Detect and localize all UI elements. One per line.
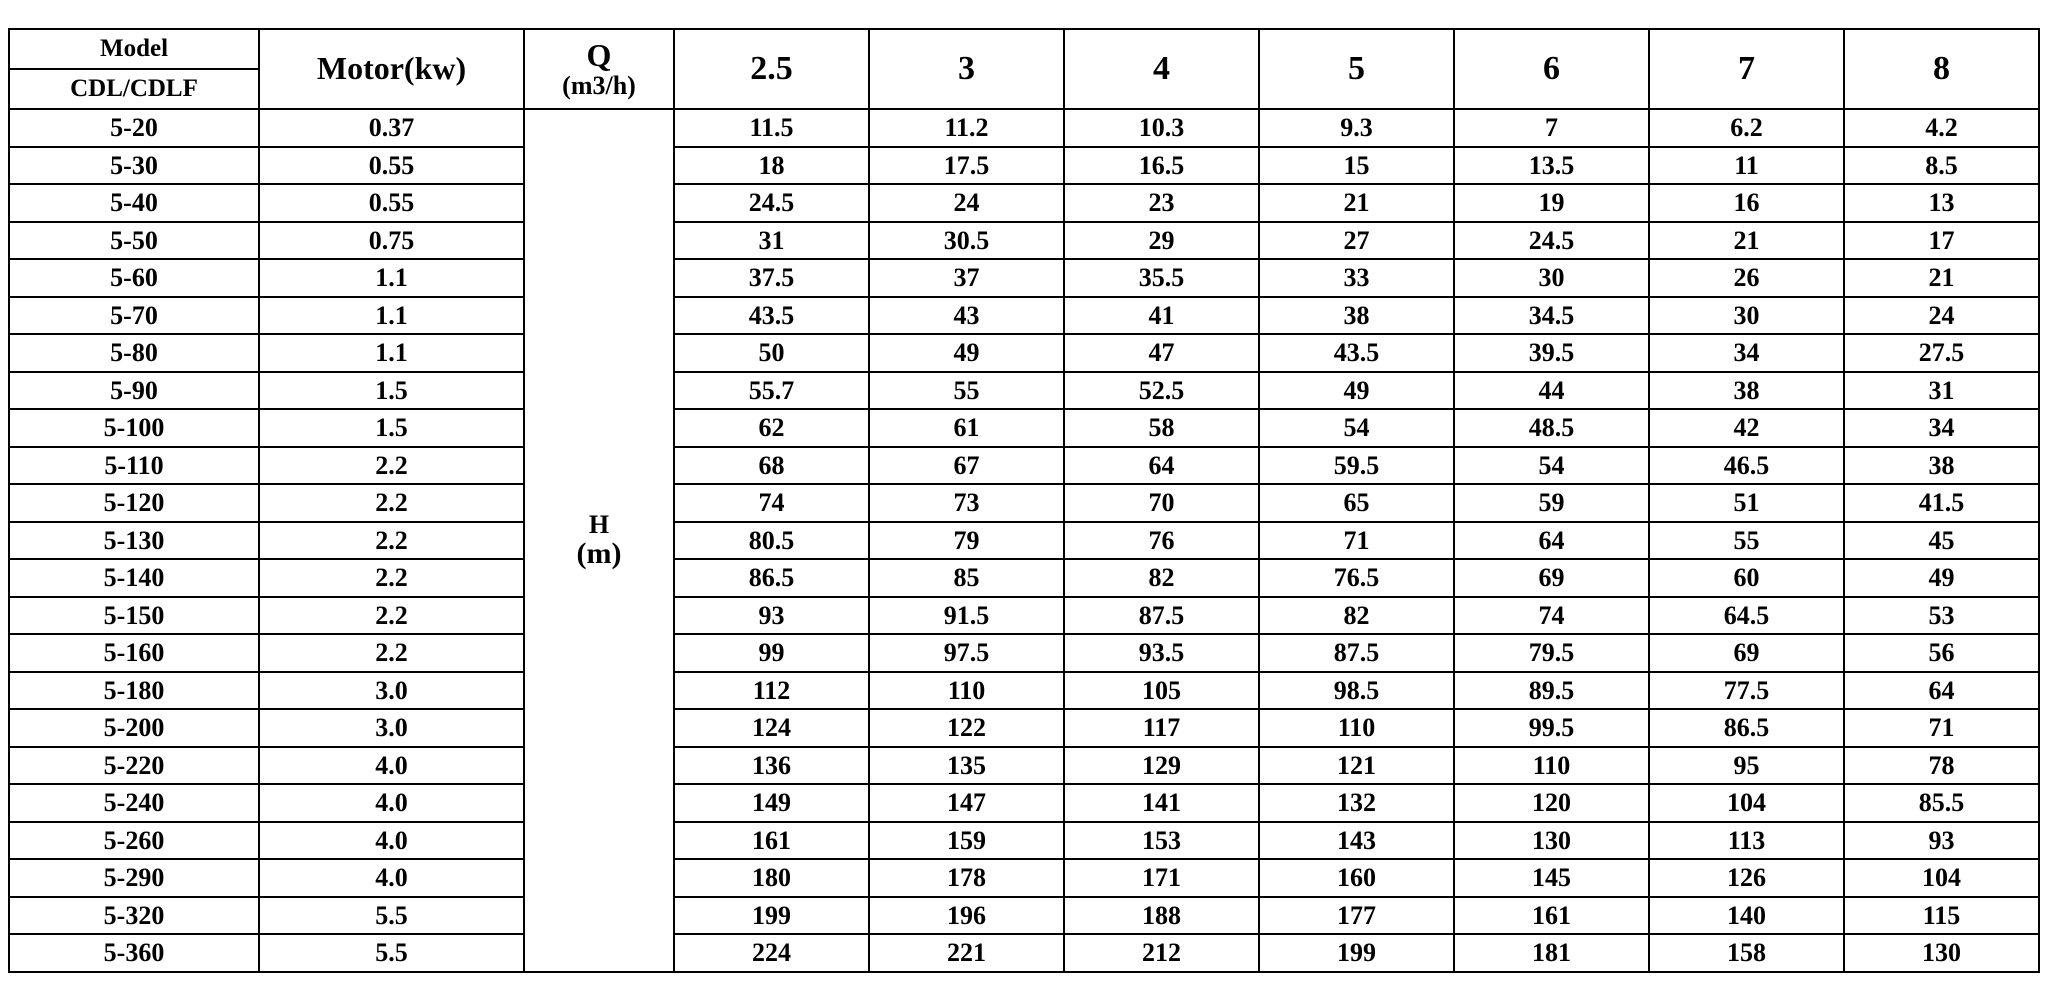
cell-value: 50 <box>674 334 869 372</box>
cell-value: 85 <box>869 559 1064 597</box>
cell-value: 34.5 <box>1454 297 1649 335</box>
cell-value: 51 <box>1649 484 1844 522</box>
table-row <box>9 522 2039 560</box>
cell-value: 171 <box>1064 859 1259 897</box>
cell-model: 5-70 <box>9 297 259 335</box>
cell-motor: 1.5 <box>259 409 524 447</box>
cell-value: 110 <box>1454 747 1649 785</box>
cell-motor: 4.0 <box>259 822 524 860</box>
cell-value: 122 <box>869 709 1064 747</box>
cell-value: 38 <box>1844 447 2039 485</box>
cell-value: 132 <box>1259 784 1454 822</box>
cell-value: 21 <box>1844 259 2039 297</box>
cell-model: 5-360 <box>9 934 259 972</box>
cell-motor: 0.75 <box>259 222 524 260</box>
cell-value: 93 <box>1844 822 2039 860</box>
cell-value: 153 <box>1064 822 1259 860</box>
cell-model: 5-180 <box>9 672 259 710</box>
cell-motor: 4.0 <box>259 747 524 785</box>
cell-value: 74 <box>674 484 869 522</box>
cell-value: 196 <box>869 897 1064 935</box>
cell-value: 221 <box>869 934 1064 972</box>
cell-value: 18 <box>674 147 869 185</box>
cell-value: 112 <box>674 672 869 710</box>
table-row <box>9 259 2039 297</box>
cell-value: 64.5 <box>1649 597 1844 635</box>
cell-motor: 5.5 <box>259 934 524 972</box>
cell-value: 161 <box>1454 897 1649 935</box>
cell-motor: 4.0 <box>259 784 524 822</box>
cell-value: 67 <box>869 447 1064 485</box>
table-row <box>9 447 2039 485</box>
cell-value: 87.5 <box>1259 634 1454 672</box>
cell-model: 5-120 <box>9 484 259 522</box>
cell-value: 37.5 <box>674 259 869 297</box>
cell-value: 115 <box>1844 897 2039 935</box>
cell-value: 79.5 <box>1454 634 1649 672</box>
table-body <box>9 109 2039 972</box>
cell-value: 199 <box>1259 934 1454 972</box>
cell-value: 58 <box>1064 409 1259 447</box>
header-flow-1: 3 <box>869 29 1064 109</box>
cell-value: 52.5 <box>1064 372 1259 410</box>
cell-value: 178 <box>869 859 1064 897</box>
cell-value: 158 <box>1649 934 1844 972</box>
cell-value: 69 <box>1454 559 1649 597</box>
cell-value: 68 <box>674 447 869 485</box>
cell-value: 130 <box>1844 934 2039 972</box>
cell-value: 180 <box>674 859 869 897</box>
cell-value: 97.5 <box>869 634 1064 672</box>
table-row <box>9 709 2039 747</box>
table-row <box>9 109 2039 147</box>
header-row-top <box>9 29 2039 69</box>
cell-value: 126 <box>1649 859 1844 897</box>
cell-value: 69 <box>1649 634 1844 672</box>
cell-model: 5-320 <box>9 897 259 935</box>
table-row <box>9 672 2039 710</box>
cell-value: 31 <box>674 222 869 260</box>
cell-value: 143 <box>1259 822 1454 860</box>
cell-motor: 3.0 <box>259 672 524 710</box>
cell-value: 64 <box>1064 447 1259 485</box>
cell-motor: 2.2 <box>259 447 524 485</box>
cell-value: 136 <box>674 747 869 785</box>
cell-value: 80.5 <box>674 522 869 560</box>
cell-value: 56 <box>1844 634 2039 672</box>
header-flow-3: 5 <box>1259 29 1454 109</box>
header-flow-2: 4 <box>1064 29 1259 109</box>
cell-motor: 2.2 <box>259 559 524 597</box>
table-row <box>9 334 2039 372</box>
cell-value: 37 <box>869 259 1064 297</box>
cell-value: 61 <box>869 409 1064 447</box>
cell-value: 39.5 <box>1454 334 1649 372</box>
cell-value: 27 <box>1259 222 1454 260</box>
cell-value: 95 <box>1649 747 1844 785</box>
cell-value: 161 <box>674 822 869 860</box>
cell-model: 5-130 <box>9 522 259 560</box>
cell-value: 147 <box>869 784 1064 822</box>
cell-value: 145 <box>1454 859 1649 897</box>
cell-value: 43.5 <box>674 297 869 335</box>
cell-value: 110 <box>869 672 1064 710</box>
cell-value: 141 <box>1064 784 1259 822</box>
header-flow-6: 8 <box>1844 29 2039 109</box>
cell-value: 7 <box>1454 109 1649 147</box>
header-motor: Motor(kw) <box>259 29 524 109</box>
cell-head-h <box>524 109 674 972</box>
cell-value: 13.5 <box>1454 147 1649 185</box>
cell-value: 73 <box>869 484 1064 522</box>
header-flow-0: 2.5 <box>674 29 869 109</box>
cell-value: 54 <box>1259 409 1454 447</box>
cell-model: 5-150 <box>9 597 259 635</box>
cell-value: 11.5 <box>674 109 869 147</box>
cell-value: 27.5 <box>1844 334 2039 372</box>
cell-value: 30 <box>1454 259 1649 297</box>
cell-model: 5-200 <box>9 709 259 747</box>
header-flow-5: 7 <box>1649 29 1844 109</box>
cell-value: 35.5 <box>1064 259 1259 297</box>
cell-value: 79 <box>869 522 1064 560</box>
table-row <box>9 184 2039 222</box>
cell-value: 29 <box>1064 222 1259 260</box>
cell-value: 160 <box>1259 859 1454 897</box>
cell-value: 78 <box>1844 747 2039 785</box>
cell-value: 43 <box>869 297 1064 335</box>
cell-value: 11 <box>1649 147 1844 185</box>
table-row <box>9 372 2039 410</box>
cell-value: 54 <box>1454 447 1649 485</box>
cell-value: 135 <box>869 747 1064 785</box>
cell-value: 159 <box>869 822 1064 860</box>
cell-value: 199 <box>674 897 869 935</box>
cell-motor: 2.2 <box>259 484 524 522</box>
cell-value: 53 <box>1844 597 2039 635</box>
cell-value: 48.5 <box>1454 409 1649 447</box>
table-row <box>9 297 2039 335</box>
cell-value: 212 <box>1064 934 1259 972</box>
cell-value: 86.5 <box>674 559 869 597</box>
cell-value: 59.5 <box>1259 447 1454 485</box>
cell-value: 121 <box>1259 747 1454 785</box>
pump-spec-sheet <box>8 28 2038 973</box>
table-row <box>9 822 2039 860</box>
cell-value: 43.5 <box>1259 334 1454 372</box>
cell-value: 41 <box>1064 297 1259 335</box>
cell-value: 91.5 <box>869 597 1064 635</box>
cell-value: 24 <box>869 184 1064 222</box>
cell-model: 5-140 <box>9 559 259 597</box>
cell-value: 130 <box>1454 822 1649 860</box>
cell-value: 34 <box>1649 334 1844 372</box>
header-model-bottom: CDL/CDLF <box>9 69 259 109</box>
cell-motor: 0.55 <box>259 184 524 222</box>
cell-value: 16.5 <box>1064 147 1259 185</box>
head-h-unit: (m) <box>576 537 622 571</box>
cell-value: 6.2 <box>1649 109 1844 147</box>
cell-value: 31 <box>1844 372 2039 410</box>
cell-value: 71 <box>1844 709 2039 747</box>
cell-value: 110 <box>1259 709 1454 747</box>
cell-model: 5-240 <box>9 784 259 822</box>
cell-value: 77.5 <box>1649 672 1844 710</box>
cell-value: 49 <box>869 334 1064 372</box>
cell-value: 4.2 <box>1844 109 2039 147</box>
cell-value: 120 <box>1454 784 1649 822</box>
cell-value: 42 <box>1649 409 1844 447</box>
cell-model: 5-90 <box>9 372 259 410</box>
cell-value: 65 <box>1259 484 1454 522</box>
cell-value: 55 <box>1649 522 1844 560</box>
header-model-top: Model <box>9 29 259 69</box>
cell-value: 99 <box>674 634 869 672</box>
cell-value: 124 <box>674 709 869 747</box>
cell-value: 76 <box>1064 522 1259 560</box>
cell-model: 5-110 <box>9 447 259 485</box>
cell-model: 5-260 <box>9 822 259 860</box>
cell-value: 49 <box>1259 372 1454 410</box>
cell-value: 60 <box>1649 559 1844 597</box>
cell-value: 99.5 <box>1454 709 1649 747</box>
table-row <box>9 222 2039 260</box>
cell-model: 5-100 <box>9 409 259 447</box>
cell-value: 47 <box>1064 334 1259 372</box>
cell-value: 8.5 <box>1844 147 2039 185</box>
cell-value: 33 <box>1259 259 1454 297</box>
cell-value: 46.5 <box>1649 447 1844 485</box>
cell-model: 5-160 <box>9 634 259 672</box>
table-row <box>9 147 2039 185</box>
table-header <box>9 29 2039 109</box>
cell-value: 41.5 <box>1844 484 2039 522</box>
cell-value: 44 <box>1454 372 1649 410</box>
cell-value: 49 <box>1844 559 2039 597</box>
cell-value: 24.5 <box>674 184 869 222</box>
cell-value: 104 <box>1844 859 2039 897</box>
cell-value: 76.5 <box>1259 559 1454 597</box>
head-h-symbol: H <box>588 509 610 539</box>
cell-value: 74 <box>1454 597 1649 635</box>
cell-model: 5-60 <box>9 259 259 297</box>
cell-value: 15 <box>1259 147 1454 185</box>
cell-value: 62 <box>674 409 869 447</box>
cell-value: 70 <box>1064 484 1259 522</box>
cell-value: 64 <box>1844 672 2039 710</box>
cell-motor: 2.2 <box>259 597 524 635</box>
table-row <box>9 597 2039 635</box>
cell-motor: 1.1 <box>259 297 524 335</box>
header-flow-4: 6 <box>1454 29 1649 109</box>
cell-value: 24 <box>1844 297 2039 335</box>
cell-model: 5-50 <box>9 222 259 260</box>
cell-value: 59 <box>1454 484 1649 522</box>
table-row <box>9 484 2039 522</box>
cell-value: 89.5 <box>1454 672 1649 710</box>
cell-model: 5-80 <box>9 334 259 372</box>
cell-value: 21 <box>1649 222 1844 260</box>
cell-value: 82 <box>1259 597 1454 635</box>
cell-motor: 2.2 <box>259 522 524 560</box>
table-row <box>9 559 2039 597</box>
table-row <box>9 634 2039 672</box>
cell-value: 85.5 <box>1844 784 2039 822</box>
cell-value: 93 <box>674 597 869 635</box>
cell-motor: 5.5 <box>259 897 524 935</box>
cell-model: 5-20 <box>9 109 259 147</box>
table-row <box>9 409 2039 447</box>
cell-value: 38 <box>1649 372 1844 410</box>
cell-value: 9.3 <box>1259 109 1454 147</box>
cell-model: 5-30 <box>9 147 259 185</box>
cell-value: 17.5 <box>869 147 1064 185</box>
cell-value: 105 <box>1064 672 1259 710</box>
cell-value: 24.5 <box>1454 222 1649 260</box>
cell-value: 93.5 <box>1064 634 1259 672</box>
cell-value: 113 <box>1649 822 1844 860</box>
cell-value: 11.2 <box>869 109 1064 147</box>
cell-value: 188 <box>1064 897 1259 935</box>
cell-value: 82 <box>1064 559 1259 597</box>
cell-value: 71 <box>1259 522 1454 560</box>
cell-motor: 3.0 <box>259 709 524 747</box>
cell-value: 55 <box>869 372 1064 410</box>
cell-value: 98.5 <box>1259 672 1454 710</box>
cell-value: 13 <box>1844 184 2039 222</box>
cell-motor: 0.55 <box>259 147 524 185</box>
cell-value: 34 <box>1844 409 2039 447</box>
cell-value: 181 <box>1454 934 1649 972</box>
table-row <box>9 784 2039 822</box>
cell-value: 21 <box>1259 184 1454 222</box>
cell-motor: 2.2 <box>259 634 524 672</box>
cell-value: 87.5 <box>1064 597 1259 635</box>
cell-motor: 1.1 <box>259 334 524 372</box>
cell-value: 149 <box>674 784 869 822</box>
header-flow-q-unit: (m3/h) <box>562 71 636 101</box>
cell-value: 17 <box>1844 222 2039 260</box>
table-row <box>9 934 2039 972</box>
cell-value: 224 <box>674 934 869 972</box>
cell-motor: 0.37 <box>259 109 524 147</box>
cell-value: 38 <box>1259 297 1454 335</box>
table-row <box>9 859 2039 897</box>
cell-value: 129 <box>1064 747 1259 785</box>
cell-motor: 4.0 <box>259 859 524 897</box>
cell-value: 55.7 <box>674 372 869 410</box>
cell-value: 177 <box>1259 897 1454 935</box>
cell-value: 30.5 <box>869 222 1064 260</box>
cell-motor: 1.1 <box>259 259 524 297</box>
cell-value: 117 <box>1064 709 1259 747</box>
cell-value: 23 <box>1064 184 1259 222</box>
cell-value: 64 <box>1454 522 1649 560</box>
cell-model: 5-40 <box>9 184 259 222</box>
cell-motor: 1.5 <box>259 372 524 410</box>
cell-value: 19 <box>1454 184 1649 222</box>
header-flow-q-symbol: Q <box>586 36 612 73</box>
cell-value: 140 <box>1649 897 1844 935</box>
cell-value: 45 <box>1844 522 2039 560</box>
cell-model: 5-290 <box>9 859 259 897</box>
cell-value: 10.3 <box>1064 109 1259 147</box>
cell-value: 16 <box>1649 184 1844 222</box>
table-row <box>9 897 2039 935</box>
cell-value: 26 <box>1649 259 1844 297</box>
cell-value: 30 <box>1649 297 1844 335</box>
pump-performance-table <box>8 28 2040 973</box>
table-row <box>9 747 2039 785</box>
cell-value: 86.5 <box>1649 709 1844 747</box>
header-flow-q <box>524 29 674 109</box>
cell-value: 104 <box>1649 784 1844 822</box>
cell-model: 5-220 <box>9 747 259 785</box>
